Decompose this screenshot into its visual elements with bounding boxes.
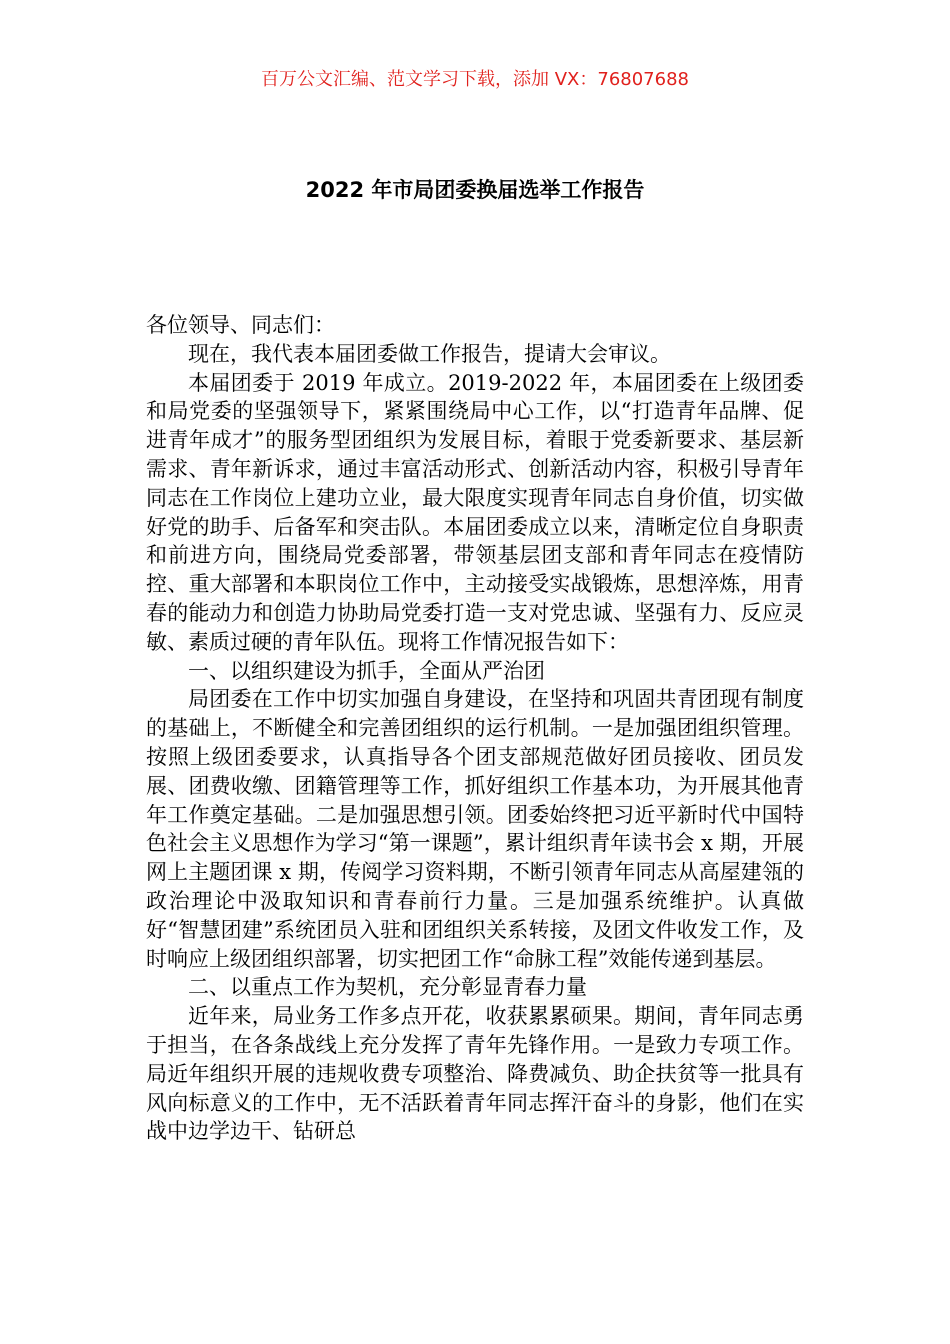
body-paragraph: 局团委在工作中切实加强自身建设，在坚持和巩固共青团现有制度的基础上，不断健全和完善团组织的运行机制。一是加强团组织管理。按照上级团委要求，认真指导各个团支部规范做好团员接收、团员发展、团费收缴、团籍管理等工作，抓好组织工作基本功，为开展其他青年工作奠定基础。二是加强思想引领。团委始终把习近平新时代中国特色社会主义思想作为学习“第一课题”，累计组织青年读书会 x 期，开展网上主题团课 x 期，传阅学习资料期，不断引领青年同志从高屋建瓴的政治理论中汲取知识和青春前行力量。三是加强系统维护。认真做好“智慧团建”系统团员入驻和团组织关系转接，及团文件收发工作，及时响应上级团组织部署，切实把团工作“命脉工程”效能传递到基层。 — [146, 687, 804, 971]
section-heading: 二、以重点工作为契机，充分彰显青春力量 — [188, 975, 587, 1000]
section-heading: 一、以组织建设为抓手，全面从严治团 — [188, 658, 545, 683]
header-watermark-note: 百万公文汇编、范文学习下载，添加 VX：76807688 — [261, 69, 689, 90]
document-body — [146, 311, 804, 1146]
body-paragraph: 近年来，局业务工作多点开花，收获累累硕果。期间，青年同志勇于担当，在各条战线上充分发挥了青年先锋作用。一是致力专项工作。局近年组织开展的违规收费专项整治、降费减负、助企扶贫等一批具有风向标意义的工作中，无不活跃着青年同志挥汗奋斗的身影，他们在实战中边学边干、钻研总 — [146, 1004, 804, 1144]
document-title: 2022 年市局团委换届选举工作报告 — [305, 178, 645, 202]
body-paragraph: 本届团委于 2019 年成立。2019-2022 年，本届团委在上级团委和局党委的坚强领导下，紧紧围绕局中心工作，以“打造青年品牌、促进青年成才”的服务型团组织为发展目标，着眼于党委新要求、基层新需求、青年新诉求，通过丰富活动形式、创新活动内容，积极引导青年同志在工作岗位上建功立业，最大限度实现青年同志自身价值，切实做好党的助手、后备军和突击队。本届团委成立以来，清晰定位自身职责和前进方向，围绕局党委部署，带领基层团支部和青年同志在疫情防控、重大部署和本职岗位工作中，主动接受实战锻炼，思想淬炼，用青春的能动力和创造力协助局党委打造一支对党忠诚、坚强有力、反应灵敏、素质过硬的青年队伍。现将工作情况报告如下： — [146, 370, 804, 654]
body-paragraph: 现在，我代表本届团委做工作报告，提请大会审议。 — [188, 341, 671, 366]
salutation: 各位领导、同志们： — [146, 313, 335, 337]
